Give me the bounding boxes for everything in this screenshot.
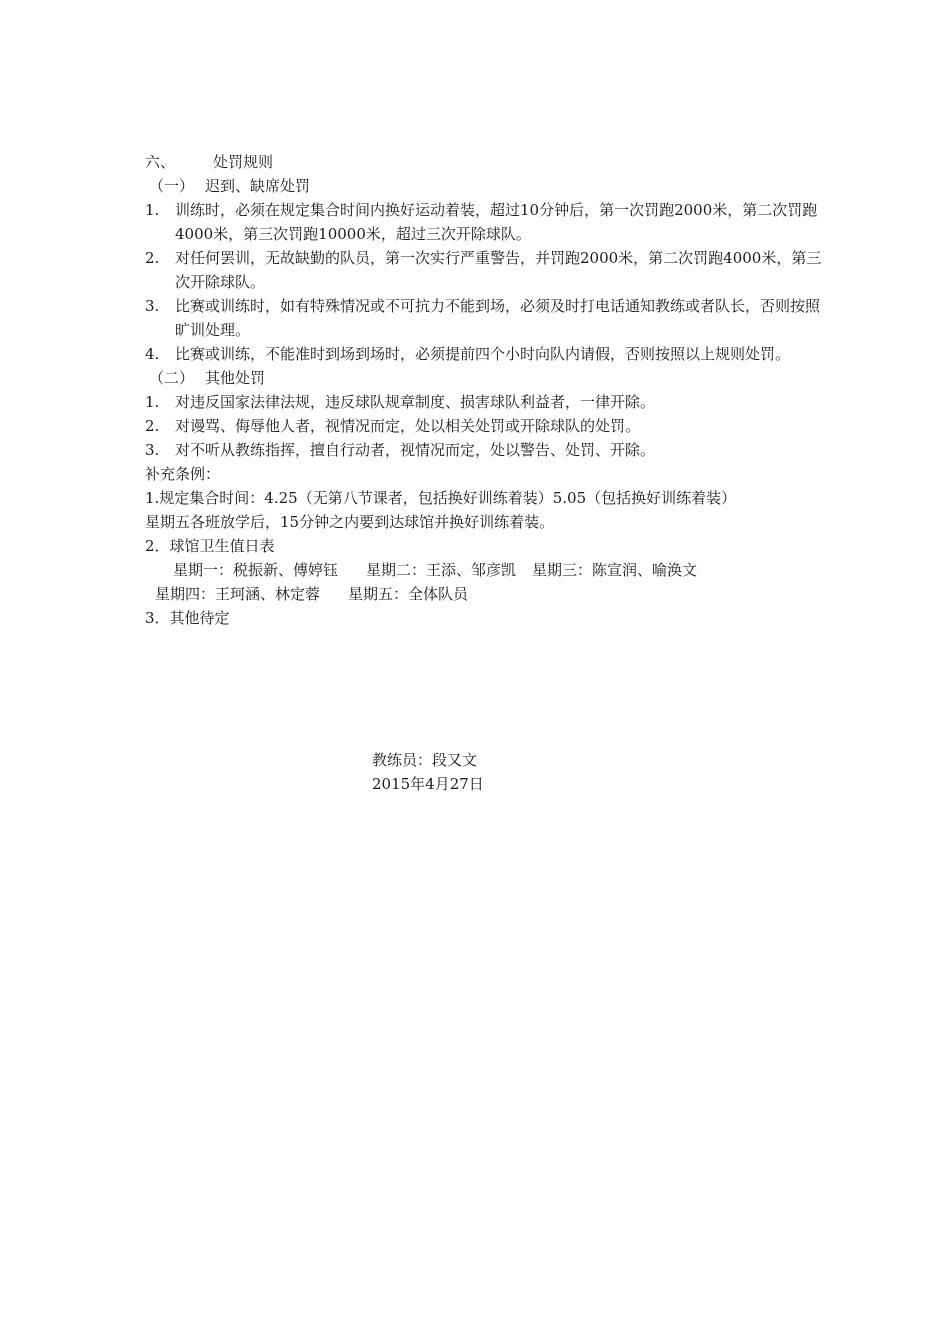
list-item-number: 4. [145,345,160,363]
list-item-text: 对谩骂、侮辱他人者，视情况而定，处以相关处罚或开除球队的处罚。 [175,417,641,435]
list-item-number: 1. [145,201,160,219]
list-item [145,414,825,438]
duty-entry: 星期二：王添、邹彦凯 [366,561,517,579]
list-item-number: 3. [145,441,160,459]
list-item-text: 对任何罢训，无故缺勤的队员，第一次实行严重警告，并罚跑2000米，第二次罚跑4000米，第三次开除球队。 [175,249,822,291]
duty-entry: 星期一：税振新、傅婷钰 [173,561,339,579]
list-item [145,390,825,414]
subsection-heading-2 [145,366,825,390]
duty-entry: 星期四：王珂涵、林定蓉 [155,585,321,603]
section-number: 六、 [145,153,176,171]
document-date: 2015年4月27日 [372,775,484,793]
list-item [145,246,825,294]
section-heading [145,150,825,174]
list-item [145,438,825,462]
list-item-number: 2. [145,249,160,267]
supplement-heading: 补充条例： [145,465,221,483]
duty-row-1 [145,558,825,582]
list-item-text: 对不听从教练指挥，擅自行动者，视情况而定，处以警告、处罚、开除。 [175,441,656,459]
supplement-line-2: 星期五各班放学后，15分钟之内要到达球馆并换好训练着装。 [145,513,555,531]
list-item [145,342,825,366]
list-item-number: 1. [145,393,160,411]
list-item [145,294,825,342]
list-item-number: 2. [145,417,160,435]
duty-row-2 [145,582,825,606]
supplement-line-4: 3．其他待定 [145,609,230,627]
list-item-text: 比赛或训练时，如有特殊情况或不可抗力不能到场，必须及时打电话通知教练或者队长，否则按照旷训处理。 [175,297,821,339]
duty-entry: 星期三：陈宣润、喻涣文 [532,561,698,579]
subsection-number: （一） [149,177,195,195]
list-item [145,198,825,246]
list-item-text: 比赛或训练，不能准时到场到场时，必须提前四个小时向队内请假，否则按照以上规则处罚。 [175,345,791,363]
subsection-title: 迟到、缺席处罚 [205,177,311,195]
subsection-number: （二） [149,369,195,387]
duty-entry: 星期五：全体队员 [348,585,469,603]
subsection-heading-1 [145,174,825,198]
supplement-line-1: 1.规定集合时间：4.25（无第八节课者，包括换好训练着装）5.05（包括换好训练着装） [145,489,737,507]
section-title: 处罚规则 [213,153,274,171]
signature-block [372,748,484,796]
coach-name: 教练员：段又文 [372,751,478,769]
list-item-text: 训练时，必须在规定集合时间内换好运动着装，超过10分钟后，第一次罚跑2000米，第二次罚跑4000米，第三次罚跑10000米，超过三次开除球队。 [175,201,818,243]
subsection-title: 其他处罚 [205,369,266,387]
list-item-text: 对违反国家法律法规，违反球队规章制度、损害球队利益者，一律开除。 [175,393,656,411]
list-item-number: 3. [145,297,160,315]
supplement-line-3: 2．球馆卫生值日表 [145,537,275,555]
document-body [145,150,825,630]
